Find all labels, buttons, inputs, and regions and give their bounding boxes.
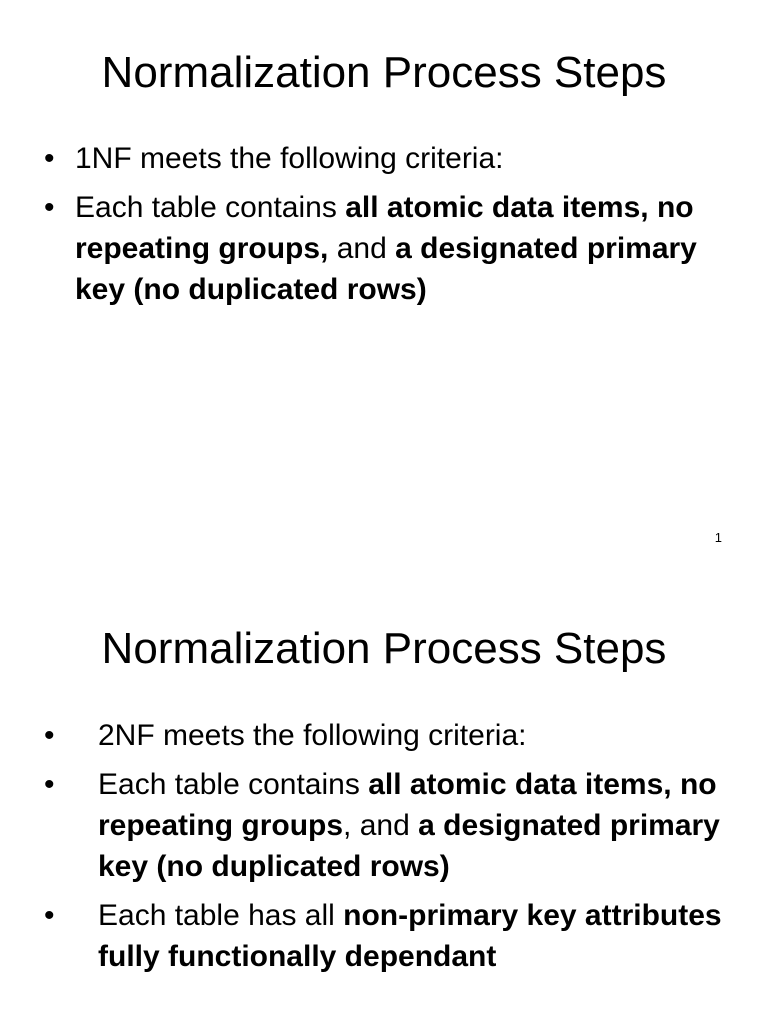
bullet-item [44,715,744,756]
bullet-text-bold: non-primary key attributes fully functionally dependant [98,899,722,973]
bullet-item [44,895,744,977]
bullet-text: 2NF meets the following criteria: [98,719,527,752]
bullet-icon: • [44,768,55,801]
bullet-list [44,138,724,318]
page-number: 1 [714,530,722,545]
slide-2 [0,576,768,1024]
slide-title: Normalization Process Steps [101,624,667,673]
bullet-text: Each table contains [75,191,346,224]
bullet-item [44,187,724,310]
slide-title: Normalization Process Steps [101,48,667,97]
bullet-icon: • [44,899,55,932]
bullet-item [44,138,724,179]
bullet-text: Each table contains [98,768,369,801]
bullet-text-bold: all atomic data items, no repeating groups [98,768,717,842]
bullet-icon: • [44,719,55,752]
bullet-text-bold: a designated primary key (no duplicated rows) [75,232,697,306]
bullet-text: 1NF meets the following criteria: [75,142,504,175]
bullet-icon: • [44,142,55,175]
bullet-text-bold: all atomic data items, no repeating groups, [75,191,694,265]
bullet-list [44,715,744,985]
bullet-text: and [328,232,396,265]
bullet-text: , and [343,809,419,842]
bullet-item [44,764,744,887]
bullet-text-bold: a designated primary key (no duplicated rows) [98,809,720,883]
bullet-text: Each table has all [98,899,344,932]
bullet-icon: • [44,191,55,224]
